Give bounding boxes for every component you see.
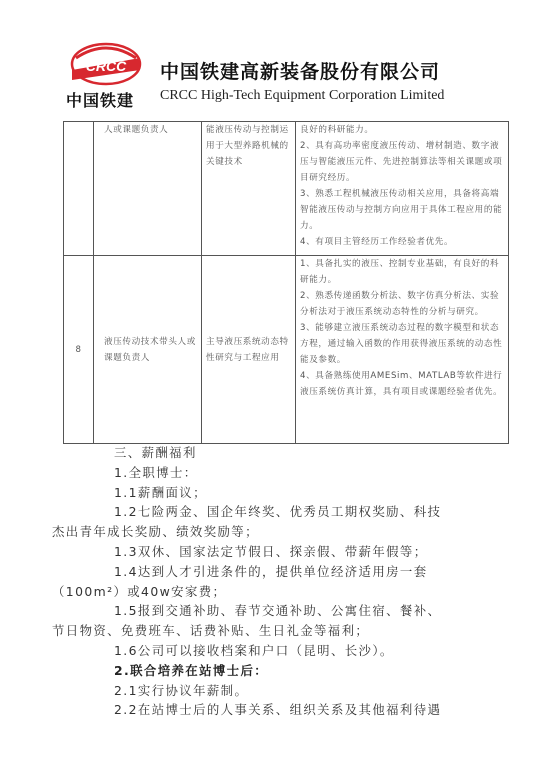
paragraph: 2.2在站博士后的人事关系、组织关系及其他福利待遇	[114, 702, 442, 718]
requirement-item: 1、具备扎实的液压、控制专业基础，有良好的科研能力。	[300, 259, 500, 285]
paragraph: 1.5报到交通补助、春节交通补助、公寓住宿、餐补、	[114, 603, 442, 619]
research-topic: 主导液压系统动态特性研究与工程应用	[202, 256, 296, 444]
requirement-item: 4、有项目主管经历工作经验者优先。	[300, 237, 454, 247]
requirement-item: 3、熟悉工程机械液压传动相关应用，具备将高端智能液压传动与控制方向应用于具体工程应用的能力。	[300, 189, 503, 231]
company-name-english: CRCC High-Tech Equipment Corporation Limited	[160, 88, 445, 103]
requirement-item: 良好的科研能力。	[300, 125, 374, 135]
table-row	[64, 122, 509, 256]
requirements	[296, 122, 509, 256]
requirement-item: 4、具备熟练使用AMESim、MATLAB等软件进行液压系统仿真计算，具有项目或课题经验者优先。	[300, 371, 503, 397]
research-topic: 能液压传动与控制运用于大型养路机械的关键技术	[202, 122, 296, 256]
logo-chinese-text: 中国铁建	[66, 91, 135, 110]
requirements	[296, 256, 509, 444]
paragraph: 杰出青年成长奖励、绩效奖励等；	[52, 524, 259, 540]
position-role: 液压传动技术带头人或课题负责人	[94, 256, 202, 444]
requirement-item: 3、能够建立液压系统动态过程的数字模型和状态方程，通过输入函数的作用获得液压系统的动态性能及参数。	[300, 323, 503, 365]
benefits-section	[52, 443, 508, 720]
page-header	[0, 0, 550, 122]
row-number	[64, 122, 94, 256]
paragraph: 1.1薪酬面议；	[114, 484, 207, 500]
position-role: 人或课题负责人	[94, 122, 202, 256]
subsection-title: 2.联合培养在站博士后：	[114, 662, 269, 678]
row-number: 8	[64, 256, 94, 444]
positions-table	[63, 121, 509, 444]
svg-text:CRCC: CRCC	[85, 58, 127, 74]
requirement-item: 2、熟悉传递函数分析法、数字仿真分析法、实验分析法对于液压系统动态特性的分析与研究。	[300, 291, 500, 317]
crcc-logo-icon	[66, 40, 146, 90]
section-title: 三、薪酬福利	[114, 445, 197, 460]
paragraph: 节日物资、免费班车、话费补贴、生日礼金等福利；	[52, 623, 370, 639]
paragraph: 1.2七险两金、国企年终奖、优秀员工期权奖励、科技	[114, 504, 442, 520]
subsection-title: 1.全职博士：	[114, 464, 198, 480]
paragraph: 1.6公司可以接收档案和户口（昆明、长沙）。	[114, 642, 394, 658]
paragraph: （100m²）或40w安家费；	[52, 583, 227, 599]
paragraph: 1.4达到人才引进条件的，提供单位经济适用房一套	[114, 563, 428, 579]
table-row	[64, 256, 509, 444]
paragraph: 2.1实行协议年薪制。	[114, 682, 249, 698]
paragraph: 1.3双休、国家法定节假日、探亲假、带薪年假等；	[114, 543, 428, 559]
company-name-chinese: 中国铁建高新装备股份有限公司	[160, 61, 441, 83]
requirement-item: 2、具有高功率密度液压传动、增材制造、数字液压与智能液压元件、先进控制算法等相关课题或项目研究经历。	[300, 141, 503, 183]
